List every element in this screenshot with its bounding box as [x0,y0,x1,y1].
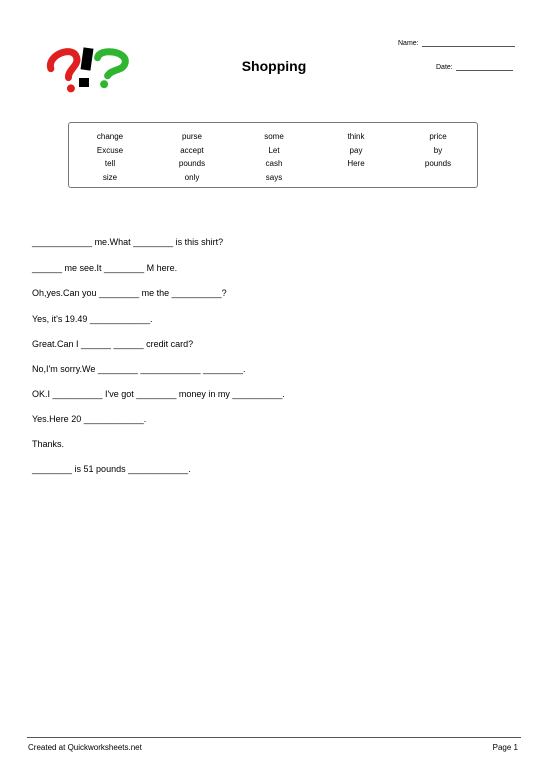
footer-divider [27,737,521,738]
word-bank-item: think [347,132,365,141]
word-bank-item: accept [180,146,204,155]
name-field[interactable] [398,39,515,47]
word-bank-item: pay [349,146,363,155]
sentence[interactable]: Yes, it's 19.49 ____________. [32,314,153,324]
word-bank-item: tell [104,159,116,168]
name-line[interactable] [422,39,515,47]
page-title: Shopping [241,58,307,74]
word-bank-item: cash [265,159,283,168]
word-bank-item: pounds [178,159,206,168]
page-number: Page 1 [492,743,518,752]
sentence[interactable]: ______ me see.It ________ M here. [32,263,178,273]
word-bank-item: pounds [424,159,452,168]
sentence[interactable]: Yes.Here 20 ____________. [32,414,147,424]
sentence[interactable]: ________ is 51 pounds ____________. [32,464,191,474]
word-bank [68,122,478,188]
word-bank-item: size [102,173,118,182]
word-bank-item: Here [347,159,365,168]
sentence[interactable]: No,I'm sorry.We ________ ____________ ________. [32,364,246,374]
word-bank-item: change [96,132,124,141]
word-bank-item: some [264,132,284,141]
word-bank-item: only [184,173,200,182]
date-label: Date: [436,64,453,71]
word-bank-item: Excuse [96,146,124,155]
name-label: Name: [398,40,419,47]
sentence: Thanks. [32,439,65,449]
word-bank-item: purse [181,132,202,141]
word-bank-item: says [265,173,283,182]
word-bank-item: price [429,132,447,141]
sentence[interactable]: Great.Can I ______ ______ credit card? [32,339,194,349]
word-bank-item: by [433,146,443,155]
footer-credit: Created at Quickworksheets.net [28,743,142,752]
word-bank-item: Let [268,146,280,155]
sentence[interactable]: ____________ me.What ________ is this shirt? [32,237,224,247]
sentence[interactable]: Oh,yes.Can you ________ me the __________? [32,288,227,298]
sentence[interactable]: OK.I __________ I've got ________ money in my __________. [32,389,285,399]
